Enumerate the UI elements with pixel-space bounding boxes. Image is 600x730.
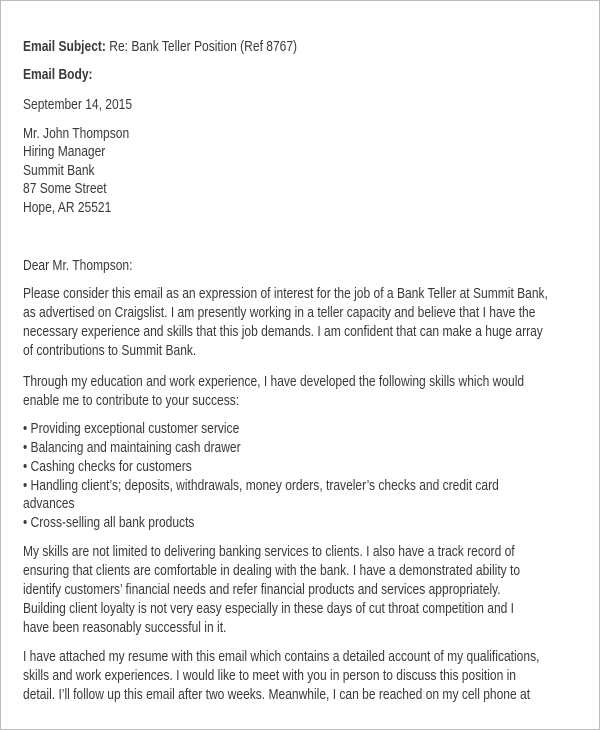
bullet-item: • Cross-selling all bank products [23, 515, 195, 531]
paragraph-line: Building client loyalty is not very easy especially in these days of cut throat competition and I [23, 601, 515, 617]
subject-label: Email Subject: [23, 39, 106, 55]
paragraph-line: have been reasonably successful in it. [23, 620, 227, 636]
paragraph-line: as advertised on Craigslist. I am presently working in a teller capacity and believe that I have the [23, 305, 536, 321]
paragraph-line: identify customers’ financial needs and refer financial products and services appropriately. [23, 582, 501, 598]
paragraph-line: ensuring that clients are comfortable in dealing with the bank. I have a demonstrated ability to [23, 563, 521, 579]
address-line: Summit Bank [23, 163, 95, 179]
paragraph-line: necessary experience and skills that this job demands. I am confident that can make a huge array [23, 324, 543, 340]
subject-value: Re: Bank Teller Position (Ref 8767) [109, 39, 298, 55]
address-line: Mr. John Thompson [23, 126, 130, 142]
body-label: Email Body: [23, 67, 93, 83]
letter-date: September 14, 2015 [23, 97, 133, 113]
bullet-item: • Handling client’s; deposits, withdrawals, money orders, traveler’s checks and credit card [23, 478, 499, 494]
paragraph-line: Through my education and work experience, I have developed the following skills which would [23, 374, 525, 390]
bullet-item: • Cashing checks for customers [23, 459, 192, 475]
paragraph-line: Please consider this email as an expression of interest for the job of a Bank Teller at Summit Bank, [23, 286, 548, 302]
paragraph-line: enable me to contribute to your success: [23, 393, 240, 409]
paragraph-line: detail. I’ll follow up this email after two weeks. Meanwhile, I can be reached on my cell phone at [23, 687, 531, 703]
paragraph-line: My skills are not limited to delivering banking services to clients. I also have a track record of [23, 544, 515, 560]
bullet-item: advances [23, 496, 75, 512]
address-line: Hope, AR 25521 [23, 200, 112, 216]
paragraph-line: of contributions to Summit Bank. [23, 343, 197, 359]
bullet-item: • Balancing and maintaining cash drawer [23, 440, 241, 456]
bullet-item: • Providing exceptional customer service [23, 421, 240, 437]
address-line: 87 Some Street [23, 181, 107, 197]
paragraph-line: I have attached my resume with this email which contains a detailed account of my qualifications, [23, 649, 540, 665]
address-line: Hiring Manager [23, 144, 106, 160]
paragraph-line: skills and work experiences. I would like to meet with you in person to discuss this position in [23, 668, 517, 684]
salutation: Dear Mr. Thompson: [23, 258, 133, 274]
email-subject [23, 38, 297, 56]
